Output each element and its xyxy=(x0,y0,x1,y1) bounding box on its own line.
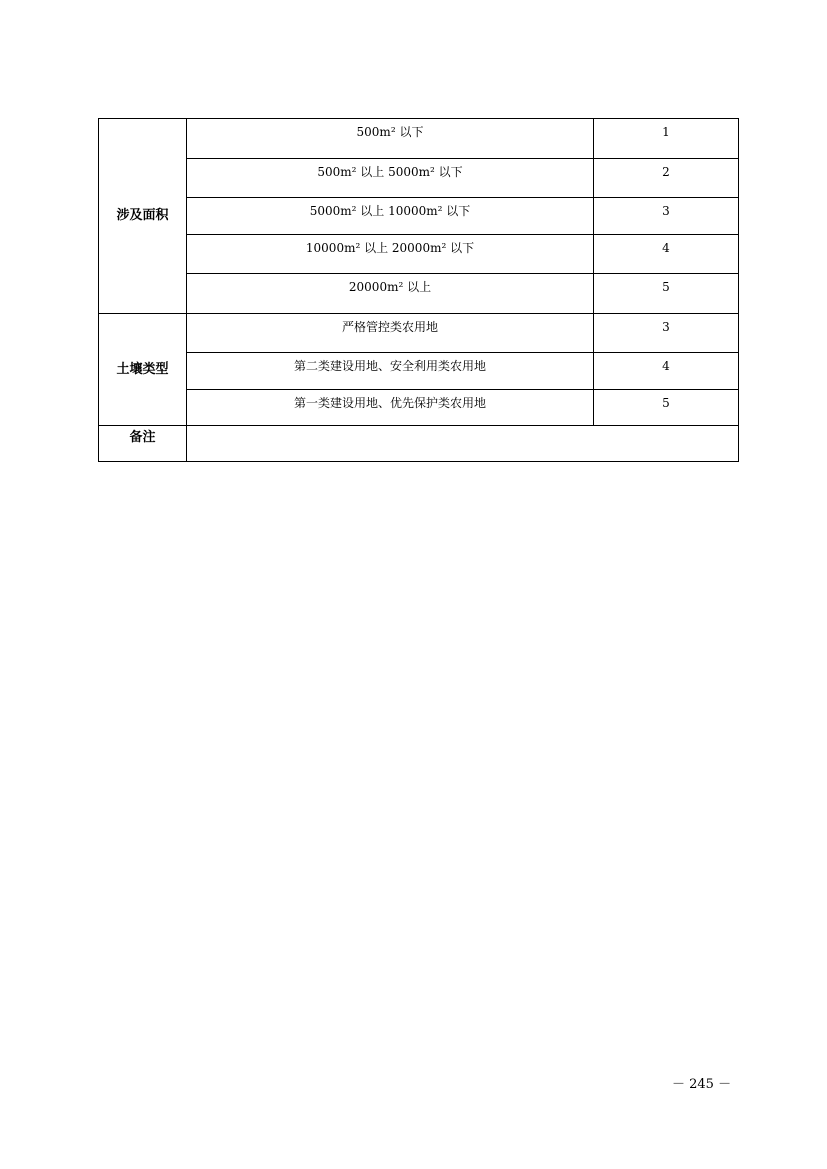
category-label-soil-type: 土壤类型 xyxy=(99,314,187,426)
note-value xyxy=(187,426,739,462)
row-score: 2 xyxy=(594,159,739,198)
row-score: 3 xyxy=(594,314,739,353)
note-label: 备注 xyxy=(99,426,187,462)
row-score: 3 xyxy=(594,198,739,235)
row-description: 5000m² 以上 10000m² 以下 xyxy=(187,198,594,235)
category-label-area: 涉及面积 xyxy=(99,119,187,314)
row-score: 1 xyxy=(594,119,739,159)
row-description: 500m² 以下 xyxy=(187,119,594,159)
evaluation-table xyxy=(98,118,739,462)
table-row xyxy=(99,353,739,390)
row-score: 4 xyxy=(594,353,739,390)
row-description: 10000m² 以上 20000m² 以下 xyxy=(187,235,594,274)
row-description: 第一类建设用地、优先保护类农用地 xyxy=(187,390,594,426)
row-score: 5 xyxy=(594,274,739,314)
note-row xyxy=(99,426,739,462)
row-description: 第二类建设用地、安全利用类农用地 xyxy=(187,353,594,390)
table-row xyxy=(99,119,739,159)
row-score: 4 xyxy=(594,235,739,274)
table-row xyxy=(99,159,739,198)
table-row xyxy=(99,314,739,353)
row-description: 严格管控类农用地 xyxy=(187,314,594,353)
table-row xyxy=(99,390,739,426)
row-description: 20000m² 以上 xyxy=(187,274,594,314)
page-number: － 245 － xyxy=(672,1077,732,1092)
table-row xyxy=(99,198,739,235)
table-row xyxy=(99,274,739,314)
table-row xyxy=(99,235,739,274)
row-score: 5 xyxy=(594,390,739,426)
row-description: 500m² 以上 5000m² 以下 xyxy=(187,159,594,198)
